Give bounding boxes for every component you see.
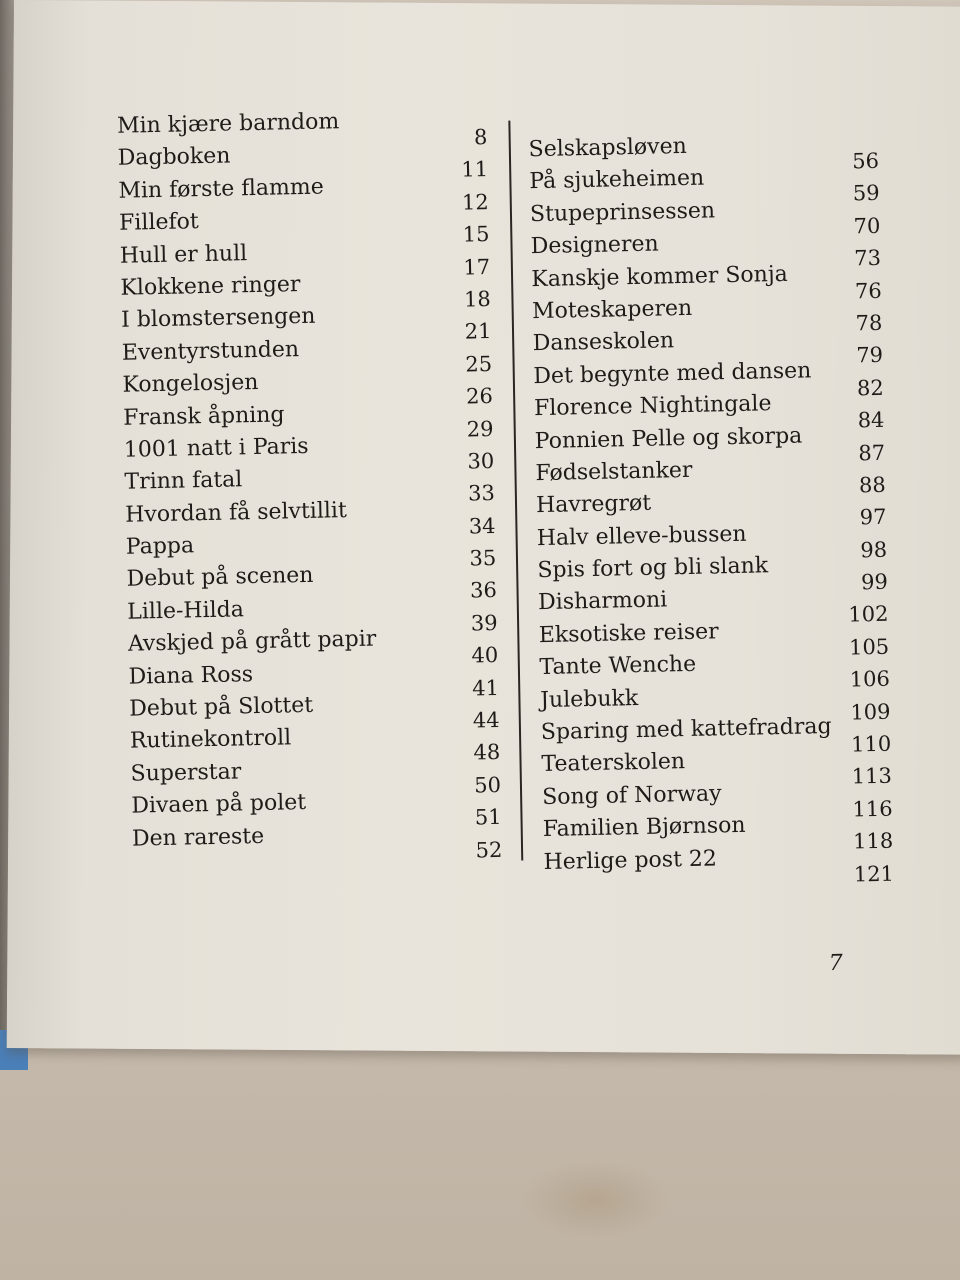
- toc-entry-title: På sjukeheimen: [529, 165, 705, 195]
- toc-entry-page: 56: [851, 148, 880, 174]
- toc-entry-page: 8: [473, 125, 488, 150]
- toc-entry-page: 18: [463, 286, 492, 312]
- toc-column-left: [116, 103, 503, 863]
- toc-entry-page: 21: [464, 319, 492, 344]
- column-divider: [508, 121, 523, 861]
- toc-entry-page: 109: [850, 699, 891, 725]
- toc-entry-page: 50: [473, 772, 502, 798]
- toc-entry-page: 76: [854, 278, 882, 303]
- toc-entry-title: Dagboken: [117, 143, 231, 172]
- toc-entry-page: 73: [854, 246, 882, 271]
- toc-entry-title: Diana Ross: [128, 661, 254, 690]
- toc-entry-page: 84: [857, 407, 885, 433]
- toc-entry-title: Klokkene ringer: [120, 271, 301, 301]
- toc-entry-title: Hvordan få selvtillit: [124, 497, 348, 528]
- page-number: 7: [828, 950, 844, 977]
- toc-entry-page: 121: [853, 861, 895, 887]
- toc-entry-title: Stupeprinsessen: [529, 198, 716, 227]
- toc-entry-page: 35: [469, 546, 497, 571]
- toc-entry-page: 99: [860, 569, 889, 595]
- toc-entry-page: 78: [855, 310, 883, 336]
- toc-entry-title: Pappa: [125, 533, 195, 560]
- toc-entry-page: 44: [472, 707, 500, 733]
- toc-entry-page: 15: [462, 222, 490, 247]
- toc-entry-title: Lille-Hilda: [126, 597, 245, 625]
- toc-entry-title: Min kjære barndom: [116, 109, 340, 139]
- toc-entry-title: Havregrøt: [535, 491, 652, 519]
- table-of-contents: [1, 0, 960, 1061]
- toc-entry-title: Rutinekontroll: [129, 725, 292, 755]
- toc-entry-page: 36: [469, 578, 498, 603]
- toc-entry-title: Tante Wenche: [539, 652, 697, 681]
- toc-entry-page: 25: [465, 351, 493, 377]
- toc-entry-title: I blomstersengen: [120, 304, 316, 334]
- toc-entry-page: 97: [859, 505, 887, 530]
- toc-column-right: [528, 127, 895, 887]
- toc-entry-page: 118: [852, 828, 894, 854]
- toc-entry-page: 105: [848, 634, 890, 660]
- toc-entry-title: Familien Bjørnson: [542, 813, 746, 843]
- toc-entry-title: Julebukk: [539, 685, 639, 713]
- toc-entry-title: Sparing med kattefradrag: [540, 714, 832, 746]
- book-page: [7, 0, 960, 1055]
- toc-entry-page: 59: [852, 181, 880, 206]
- toc-entry-title: Debut på Slottet: [129, 692, 314, 722]
- toc-entry-title: Disharmoni: [537, 587, 668, 616]
- toc-entry-page: 70: [853, 213, 881, 239]
- toc-entry: [131, 815, 503, 863]
- toc-entry-title: Florence Nightingale: [533, 391, 772, 422]
- toc-entry-title: Superstar: [130, 759, 242, 787]
- toc-entry-title: Song of Norway: [541, 781, 722, 810]
- toc-entry-title: Halv elleve-bussen: [536, 521, 747, 551]
- toc-entry-title: Trinn fatal: [124, 467, 243, 496]
- table-stain: [520, 1160, 670, 1240]
- toc-entry-title: Teaterskolen: [541, 749, 686, 778]
- toc-entry-page: 88: [858, 472, 887, 498]
- toc-entry-page: 79: [856, 343, 884, 368]
- toc-entry-title: Danseskolen: [532, 328, 675, 357]
- toc-entry-page: 87: [858, 440, 886, 465]
- toc-entry-title: 1001 natt i Paris: [123, 433, 309, 463]
- toc-entry-title: Spis fort og bli slank: [537, 553, 769, 584]
- toc-entry-page: 11: [461, 157, 489, 182]
- toc-entry-title: Det begynte med dansen: [533, 358, 812, 389]
- toc-entry: [543, 839, 895, 887]
- toc-entry-page: 51: [474, 805, 502, 830]
- toc-entry-page: 102: [848, 602, 889, 628]
- toc-entry-page: 110: [850, 731, 892, 757]
- toc-entry-page: 34: [468, 513, 496, 539]
- toc-entry-title: Ponnien Pelle og skorpa: [534, 423, 803, 454]
- toc-entry-page: 52: [475, 837, 503, 863]
- toc-entry-page: 106: [849, 666, 891, 692]
- toc-entry-title: Hull er hull: [119, 240, 248, 269]
- toc-entry-title: Min første flamme: [118, 174, 324, 204]
- toc-entry-page: 12: [461, 189, 489, 215]
- toc-entry-title: Eventyrstunden: [121, 336, 300, 366]
- toc-entry-title: Eksotiske reiser: [538, 619, 719, 648]
- toc-entry-title: Selskapsløven: [528, 133, 688, 163]
- toc-entry-page: 26: [465, 384, 494, 409]
- toc-entry-page: 98: [860, 537, 888, 563]
- toc-entry-title: Fillefot: [118, 209, 199, 236]
- toc-entry-page: 33: [467, 481, 496, 506]
- toc-entry-title: Designeren: [530, 231, 659, 260]
- toc-entry-title: Kanskje kommer Sonja: [531, 261, 789, 292]
- toc-entry-page: 82: [856, 375, 884, 401]
- toc-entry-title: Herlige post 22: [543, 846, 718, 875]
- toc-entry-title: Avskjed på grått papir: [127, 626, 377, 657]
- toc-entry-title: Den rareste: [131, 823, 265, 852]
- toc-entry-page: 30: [467, 448, 495, 474]
- toc-entry-title: Debut på scenen: [126, 563, 314, 593]
- toc-entry-page: 48: [473, 740, 501, 765]
- toc-entry-title: Fransk åpning: [122, 401, 285, 431]
- toc-entry-title: Kongelosjen: [122, 370, 259, 398]
- toc-entry-title: Fødselstanker: [535, 457, 693, 487]
- toc-entry-title: Divaen på polet: [131, 790, 307, 819]
- toc-entry-page: 39: [470, 610, 498, 636]
- toc-entry-page: 17: [463, 254, 491, 280]
- toc-entry-title: Moteskaperen: [531, 295, 693, 325]
- toc-entry-page: 40: [471, 643, 499, 668]
- toc-entry-page: 113: [851, 764, 893, 789]
- toc-entry-page: 29: [466, 416, 494, 442]
- toc-entry-page: 41: [471, 675, 500, 701]
- toc-entry-page: 116: [852, 796, 893, 822]
